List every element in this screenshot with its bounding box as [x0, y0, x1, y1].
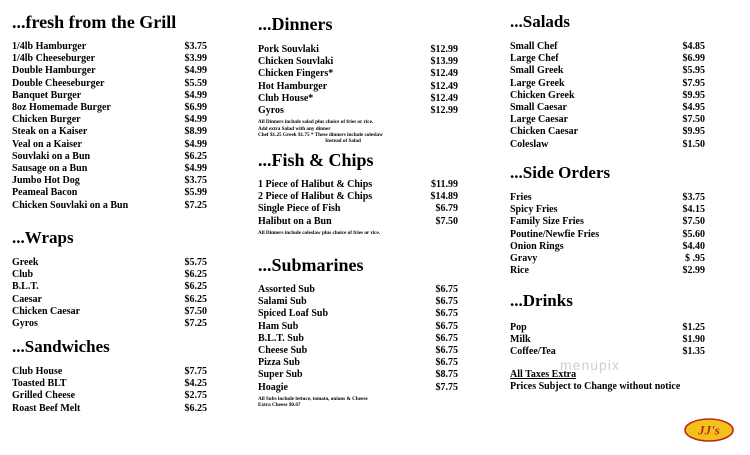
menu-item	[12, 306, 207, 318]
menu-item-name: Onion Rings	[510, 240, 564, 252]
menu-item	[510, 265, 705, 277]
menu-item-price: $4.99	[184, 65, 207, 77]
menu-item	[258, 179, 458, 191]
menu-item-price: $12.49	[430, 92, 458, 104]
menu-item	[258, 357, 458, 369]
menu-item	[12, 151, 207, 163]
menu-item-name: Veal on a Kaiser	[12, 138, 82, 150]
menu-item-price: $7.50	[682, 216, 705, 228]
menu-item	[12, 390, 207, 402]
menu-item-name: Salami Sub	[258, 296, 307, 308]
menu-item	[12, 114, 207, 126]
price-change-notice: Prices Subject to Change without notice	[510, 381, 681, 392]
dinners-note-line: Add extra Salad with any dinner	[258, 125, 331, 132]
menu-item-price: $6.75	[435, 357, 458, 369]
menu-item-price: $1.90	[682, 334, 705, 346]
menu-item-price: $5.60	[682, 228, 705, 240]
sandwiches-items	[12, 366, 207, 415]
menu-item-name: Chicken Fingers*	[258, 68, 334, 80]
menu-item-price: $5.75	[184, 257, 207, 268]
menu-item-price: $6.75	[435, 332, 458, 344]
menu-item-price: $7.25	[184, 318, 207, 330]
menu-item	[510, 229, 705, 241]
menu-item	[510, 216, 705, 228]
menu-item-price: $8.75	[435, 369, 458, 381]
menu-item	[258, 369, 458, 381]
menu-item-name: Caesar	[12, 293, 42, 305]
menu-item-price: $6.75	[435, 308, 458, 320]
menu-item-name: B.L.T.	[12, 281, 39, 293]
menu-item	[510, 139, 705, 151]
menu-item-name: Club	[12, 269, 34, 281]
grill-section	[12, 12, 207, 212]
menu-item-name: Hoagie	[258, 381, 288, 393]
menu-item-price: $ .95	[685, 253, 705, 265]
menu-item-name: Hot Hamburger	[258, 80, 328, 92]
menu-item-price: $6.75	[435, 320, 458, 332]
menu-item-name: Poutine/Newfie Fries	[510, 228, 600, 240]
menu-item-name: Grilled Cheese	[12, 390, 76, 402]
menu-item-name: Double Hamburger	[12, 65, 96, 77]
menu-item	[258, 333, 458, 345]
menu-item-price: $7.75	[184, 366, 207, 377]
menu-item	[12, 53, 207, 65]
menu-item-name: Gravy	[510, 253, 538, 265]
menu-item-price: $4.40	[682, 240, 705, 252]
menu-item-price: $2.75	[184, 390, 207, 402]
menu-item-name: Cheese Sub	[258, 345, 308, 357]
dinners-items	[258, 44, 458, 117]
menu-item-price: $6.25	[184, 150, 207, 162]
menu-item	[12, 257, 207, 269]
menu-item	[510, 334, 705, 346]
menu-item	[510, 78, 705, 90]
menu-item	[12, 175, 207, 187]
menu-item	[12, 65, 207, 77]
taxes-note: All Taxes Extra	[510, 369, 577, 380]
menu-item	[258, 296, 458, 308]
salads-items	[510, 41, 705, 151]
jjs-logo	[684, 418, 734, 442]
dinners-heading: ...Dinners	[258, 14, 333, 34]
menu-item	[12, 187, 207, 199]
menu-item-name: Sausage on a Bun	[12, 163, 88, 175]
menu-item	[12, 294, 207, 306]
sides-section	[510, 163, 705, 277]
sides-items	[510, 192, 705, 277]
menu-item-price: $6.75	[435, 345, 458, 357]
menu-item-price: $12.99	[430, 44, 458, 55]
menu-item	[12, 200, 207, 212]
subs-note	[258, 396, 458, 409]
menu-item-name: Milk	[510, 334, 531, 346]
fish-heading: ...Fish & Chips	[258, 150, 374, 170]
subs-heading: ...Submarines	[258, 255, 364, 275]
subs-items	[258, 284, 458, 394]
fish-note: All Dinners include coleslaw plus choice of fries or rice.	[258, 229, 381, 236]
menu-item-price: $7.50	[435, 215, 458, 227]
menu-item-price: $3.99	[184, 53, 207, 65]
menu-item-price: $9.95	[682, 89, 705, 101]
dinners-note-line: Chef $1.25 Greek $1.75 * These dinners include coleslaw	[258, 132, 383, 139]
sandwiches-section	[12, 337, 207, 415]
menu-item-name: Large Chef	[510, 53, 559, 65]
menu-item-price: $6.75	[435, 284, 458, 295]
menu-item-name: Spicy Fries	[510, 204, 558, 216]
menu-item-name: Gyros	[12, 318, 38, 330]
menu-item-price: $5.95	[682, 65, 705, 77]
dinners-note-line: Instead of Salad	[325, 138, 361, 145]
menu-item-price: $12.49	[430, 68, 458, 80]
menu-item-name: 2 Piece of Halibut & Chips	[258, 191, 373, 203]
menu-item	[258, 44, 458, 56]
wraps-heading: ...Wraps	[12, 228, 74, 247]
menu-item-name: Club House	[12, 366, 63, 377]
menu-item-name: Family Size Fries	[510, 216, 584, 228]
menu-item-price: $5.59	[184, 77, 207, 89]
menu-item-price: $5.99	[184, 187, 207, 199]
menu-item	[12, 366, 207, 378]
menu-item	[510, 253, 705, 265]
menu-item	[510, 126, 705, 138]
menu-item-price: $6.25	[184, 281, 207, 293]
sandwiches-heading: ...Sandwiches	[12, 337, 110, 356]
subs-section	[258, 255, 458, 409]
drinks-heading: ...Drinks	[510, 291, 573, 310]
menu-item-name: Rice	[510, 265, 529, 277]
menu-item-price: $13.99	[430, 56, 458, 68]
menu-item-price: $1.25	[682, 322, 705, 333]
menu-item	[12, 281, 207, 293]
menu-item-price: $4.99	[184, 89, 207, 101]
menu-item-name: Halibut on a Bun	[258, 215, 332, 227]
menu-item-price: $14.89	[430, 191, 458, 203]
menu-item-name: Coffee/Tea	[510, 346, 556, 358]
menu-item-name: Greek	[12, 257, 39, 268]
menu-item-name: Single Piece of Fish	[258, 203, 341, 215]
menu-item-price: $4.99	[184, 138, 207, 150]
sides-heading: ...Side Orders	[510, 163, 611, 182]
menu-item	[510, 204, 705, 216]
menu-item-price: $12.99	[430, 105, 458, 117]
subs-note-line: Extra Cheese $0.67	[258, 402, 301, 409]
menu-item	[258, 382, 458, 394]
grill-items	[12, 41, 207, 212]
wraps-section	[12, 228, 207, 330]
drinks-section	[510, 291, 705, 359]
menu-item-name: Chicken Souvlaki on a Bun	[12, 199, 129, 211]
menu-item	[258, 284, 458, 296]
menu-item-price: $7.95	[682, 77, 705, 89]
menu-item-name: Spiced Loaf Sub	[258, 308, 329, 320]
menu-item-name: Pizza Sub	[258, 357, 300, 369]
wraps-items	[12, 257, 207, 330]
menu-item-name: 8oz Homemade Burger	[12, 102, 111, 114]
menu-item	[12, 102, 207, 114]
menu-item-name: Large Greek	[510, 77, 565, 89]
menu-item-price: $6.99	[682, 53, 705, 65]
menu-item-name: 1/4lb Hamburger	[12, 41, 87, 52]
menu-item-name: 1/4lb Cheeseburger	[12, 53, 96, 65]
menu-item-price: $1.50	[682, 138, 705, 150]
menu-item	[510, 41, 705, 53]
menu-item-price: $3.75	[184, 175, 207, 187]
menu-item-price: $8.99	[184, 126, 207, 138]
dinners-note	[258, 119, 458, 145]
menu-item-price: $9.95	[682, 126, 705, 138]
menu-item	[12, 378, 207, 390]
menu-item-price: $6.25	[184, 269, 207, 281]
menu-item-name: Fries	[510, 192, 532, 203]
logo-text: JJ's	[698, 422, 720, 438]
menu-item	[510, 192, 705, 204]
menu-item	[12, 269, 207, 281]
menu-item-name: Chicken Greek	[510, 89, 575, 101]
menu-item-price: $6.25	[184, 402, 207, 414]
menu-item-name: Banquet Burger	[12, 89, 82, 101]
menu-item-price: $7.50	[184, 305, 207, 317]
menu-item	[510, 322, 705, 334]
menu-item	[12, 41, 207, 53]
menu-item-price: $4.95	[682, 102, 705, 114]
menu-item-price: $7.75	[435, 381, 458, 393]
menu-item-name: Souvlaki on a Bun	[12, 150, 91, 162]
menu-item	[12, 163, 207, 175]
menu-item	[12, 139, 207, 151]
menu-item-name: Small Caesar	[510, 102, 567, 114]
menu-item-name: Assorted Sub	[258, 284, 315, 295]
menu-item	[258, 216, 458, 228]
dinners-section	[258, 14, 458, 145]
subs-note-line: All Subs include lettuce, tomato, onions & Cheese	[258, 395, 368, 402]
menu-item-price: $4.25	[184, 378, 207, 390]
watermark: menupix	[560, 357, 620, 373]
menu-item-name: Peameal Bacon	[12, 187, 78, 199]
menu-item	[12, 318, 207, 330]
menu-item-name: Steak on a Kaiser	[12, 126, 88, 138]
menu-item	[12, 126, 207, 138]
menu-item-name: Gyros	[258, 105, 284, 117]
fish-items	[258, 179, 458, 228]
menu-item-price: $4.99	[184, 114, 207, 126]
menu-item-price: $6.75	[435, 296, 458, 308]
menu-item-price: $1.35	[682, 346, 705, 358]
menu-item	[510, 241, 705, 253]
menu-item	[510, 90, 705, 102]
menu-item-name: Chicken Caesar	[12, 305, 81, 317]
menu-item-name: B.L.T. Sub	[258, 332, 304, 344]
menu-item-price: $3.75	[184, 41, 207, 52]
menu-item-price: $6.99	[184, 102, 207, 114]
menu-item	[258, 105, 458, 117]
menu-item	[258, 191, 458, 203]
menu-item-price: $7.50	[682, 114, 705, 126]
menu-item	[258, 321, 458, 333]
salads-heading: ...Salads	[510, 12, 570, 31]
menu-item-name: Chicken Caesar	[510, 126, 579, 138]
menu-item-name: Toasted BLT	[12, 378, 67, 390]
menu-item	[258, 308, 458, 320]
salads-section	[510, 12, 705, 151]
menu-item-price: $2.99	[682, 265, 705, 277]
menu-item-name: Jumbo Hot Dog	[12, 175, 80, 187]
menu-item-price: $4.99	[184, 163, 207, 175]
menu-item-price: $4.85	[682, 41, 705, 52]
menu-item-name: Large Caesar	[510, 114, 569, 126]
menu-item	[510, 114, 705, 126]
menu-item	[510, 53, 705, 65]
menu-item	[258, 93, 458, 105]
menu-item	[12, 403, 207, 415]
dinners-note-line: All Dinners include salad plus choice of fries or rice.	[258, 119, 374, 126]
drinks-items	[510, 322, 705, 359]
menu-item-name: Coleslaw	[510, 138, 549, 150]
menu-item-name: 1 Piece of Halibut & Chips	[258, 179, 373, 190]
menu-item-name: Chicken Burger	[12, 114, 81, 126]
menu-item	[510, 65, 705, 77]
menu-item-price: $11.99	[431, 179, 458, 190]
menu-item-price: $12.49	[430, 80, 458, 92]
menu-item-name: Small Chef	[510, 41, 558, 52]
menu-item-name: Double Cheeseburger	[12, 77, 105, 89]
grill-heading: ...fresh from the Grill	[12, 12, 177, 32]
menu-item-name: Ham Sub	[258, 320, 299, 332]
menu-item-name: Chicken Souvlaki	[258, 56, 334, 68]
menu-item	[258, 56, 458, 68]
menu-item-price: $4.15	[682, 204, 705, 216]
menu-item-price: $6.25	[184, 293, 207, 305]
menu-item	[258, 203, 458, 215]
menu-item	[12, 90, 207, 102]
menu-item-name: Small Greek	[510, 65, 564, 77]
fish-section	[258, 150, 458, 236]
menu-item-price: $6.79	[435, 203, 458, 215]
menu-item	[258, 68, 458, 80]
menu-item-name: Club House*	[258, 92, 314, 104]
menu-item	[510, 102, 705, 114]
menu-item	[12, 78, 207, 90]
menu-item-name: Pork Souvlaki	[258, 44, 319, 55]
menu-item-name: Pop	[510, 322, 527, 333]
menu-item-price: $3.75	[682, 192, 705, 203]
menu-item-name: Super Sub	[258, 369, 303, 381]
menu-item	[258, 345, 458, 357]
menu-item-name: Roast Beef Melt	[12, 402, 81, 414]
menu-item-price: $7.25	[184, 199, 207, 211]
menu-item	[258, 81, 458, 93]
